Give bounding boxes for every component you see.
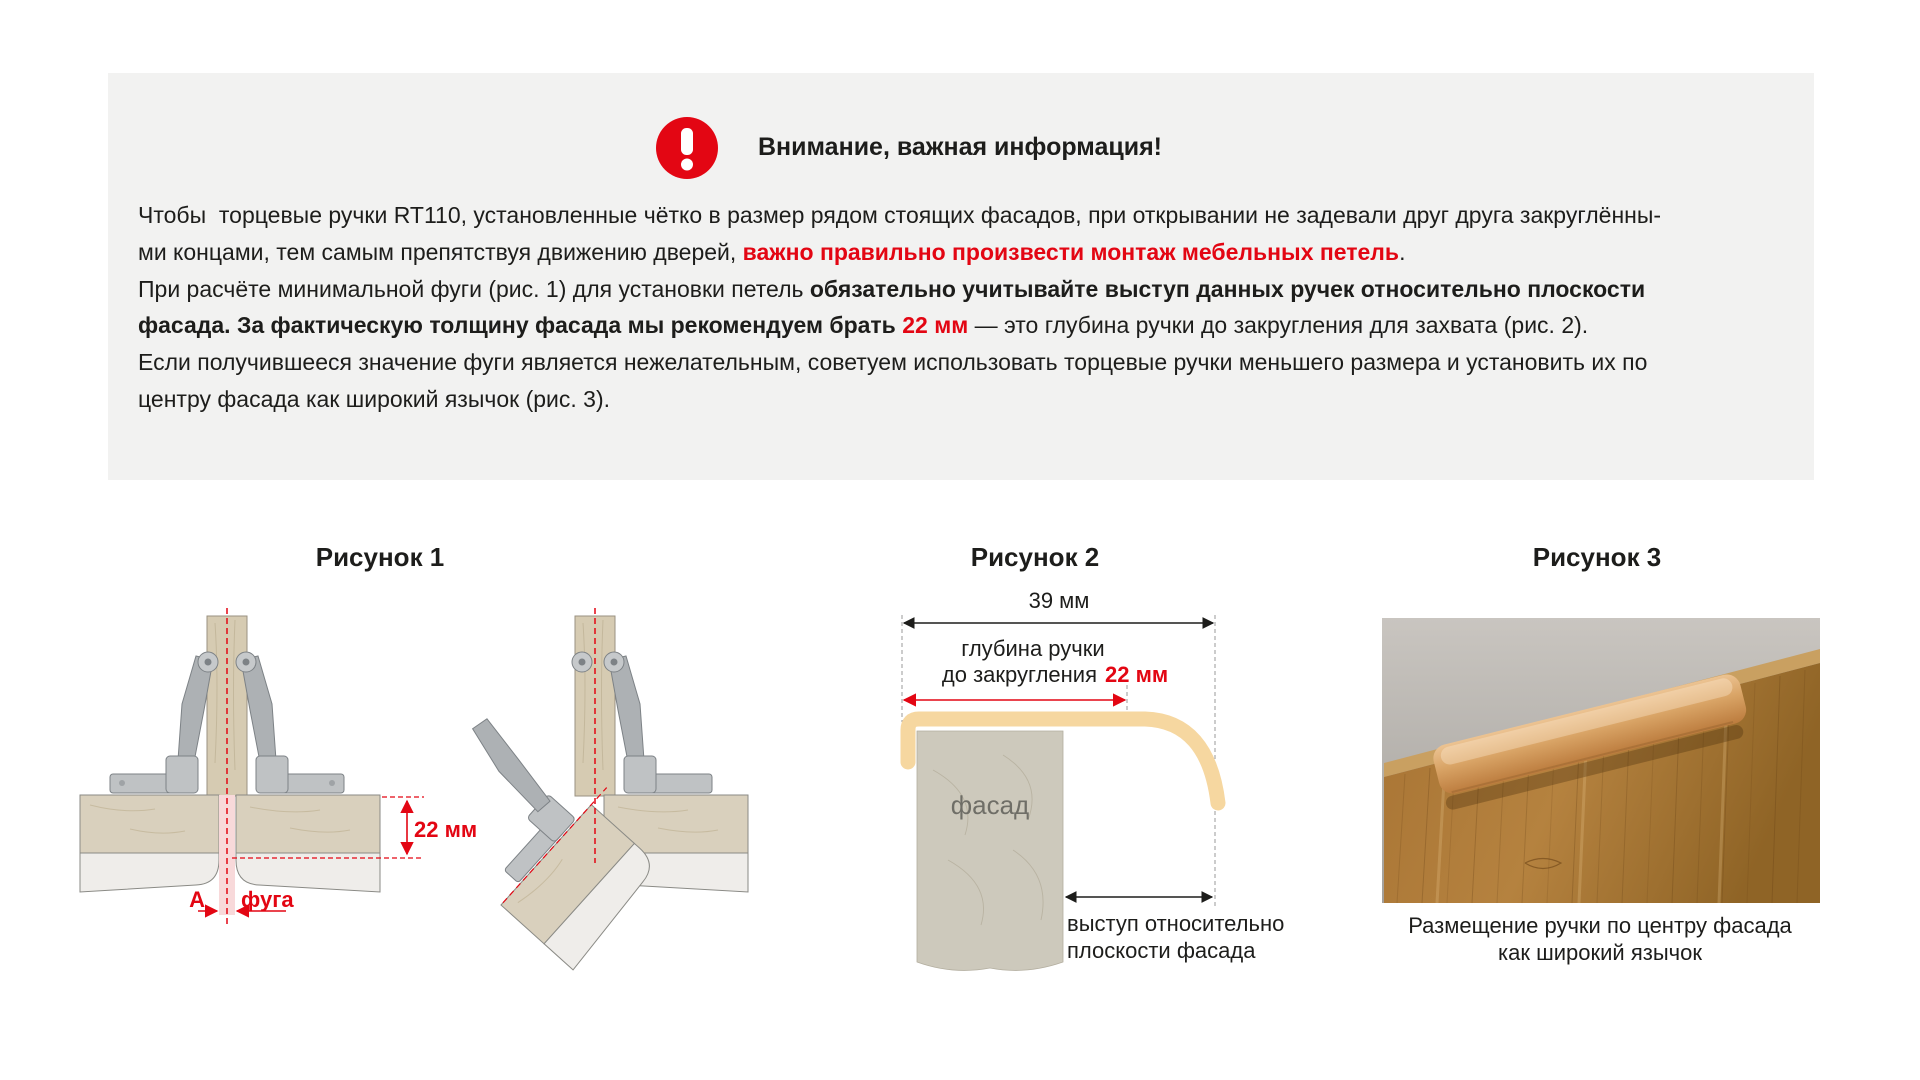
text-segment: Если получившееся значение фуги является нежелательным, советуем использовать торцевые ручки меньшего размера и установить их по [138,349,1648,376]
fig2-depth-value: 22 мм [1105,662,1169,687]
fig1-closed-doors [80,608,477,928]
info-text-line [138,381,1661,418]
hinge-icon [604,652,712,793]
fig2-depth-line2: до закругления [941,662,1097,687]
figure3-caption-line2: как широкий язычок [1498,940,1702,965]
fig1-22mm-label: 22 мм [414,817,478,842]
info-box [108,73,1814,480]
figure3-title: Рисунок 3 [1532,542,1662,572]
figure3-caption [1375,912,1825,966]
info-text-line [138,307,1661,344]
text-segment-bold: обязательно учитывайте выступ данных ручек относительно плоскости [809,275,1646,302]
text-segment: . [1399,238,1406,265]
hinge-icon [236,652,344,793]
figure1-hinge-diagram [70,598,790,998]
info-text-line [138,271,1661,308]
figure1-title: Рисунок 1 [315,542,445,572]
fig2-facade-panel [917,731,1063,970]
text-segment: ми концами, тем самым препятствуя движению дверей, [138,238,743,265]
text-segment: центру фасада как широкий язычок (рис. 3). [138,385,610,412]
info-text-line [138,234,1661,271]
figure2-title: Рисунок 2 [970,542,1100,572]
info-text-line [138,344,1661,381]
text-segment: Чтобы торцевые ручки RT110, установленные чётко в размер рядом стоящих фасадов, при открывании не задевали друг друга закруглённы- [138,202,1662,228]
info-title: Внимание, важная информация! [758,133,1163,161]
fig1-fuga-labels [189,887,294,912]
figure3-caption-line1: Размещение ручки по центру фасада [1408,913,1792,938]
hinge-icon [110,652,218,793]
fig2-protrusion-line1: выступ относительно [1067,911,1285,936]
text-segment-red-bold: 22 мм [902,312,969,339]
info-text [138,197,1661,418]
text-segment: — это глубина ручки до закругления для захвата (рис. 2). [968,312,1589,339]
figure2-handle-section [893,590,1313,990]
info-text-line [138,197,1661,234]
text-segment-bold: фасада. За фактическую толщину фасада мы рекомендуем брать [138,312,903,339]
fig2-facade-label: фасад [950,790,1030,820]
fig2-depth-line1: глубина ручки [961,636,1105,661]
warning-icon [656,117,718,179]
fig2-39mm-label: 39 мм [1028,590,1090,613]
fig1-a-label: А [189,887,205,912]
figure3-photo [1375,613,1825,905]
fig2-protrusion-line2: плоскости фасада [1067,938,1256,963]
fig1-opening-door [398,608,748,970]
text-segment-red-bold: важно правильно произвести монтаж мебельных петель [742,238,1400,265]
fig1-fuga-label: фуга [241,887,294,912]
text-segment: При расчёте минимальной фуги (рис. 1) для установки петель [138,275,810,302]
